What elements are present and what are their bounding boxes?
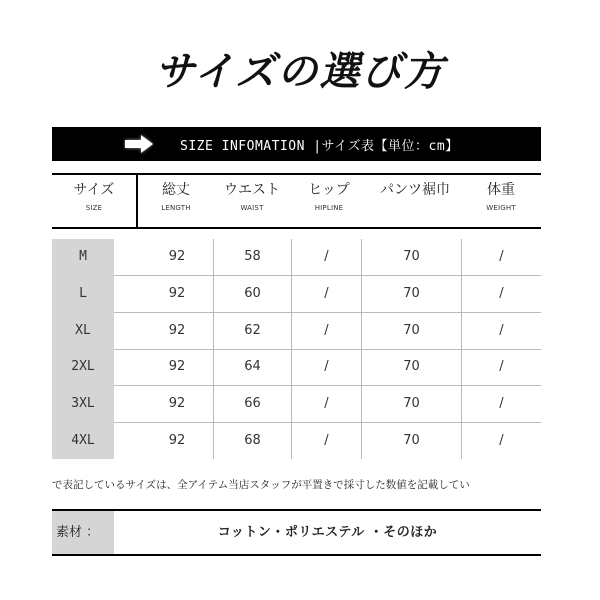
size-cell: XL	[75, 323, 91, 338]
hem-cell: 70	[403, 396, 420, 411]
banner-text: SIZE INFOMATION |サイズ表【単位：cm】	[180, 139, 459, 154]
hip-cell: /	[324, 323, 329, 338]
table-row	[52, 313, 541, 349]
waist-cell: 60	[244, 286, 261, 301]
hem-cell: 70	[403, 249, 420, 264]
weight-cell: /	[499, 359, 504, 374]
table-row	[52, 423, 541, 459]
table-row	[52, 239, 541, 275]
table-row	[52, 386, 541, 422]
size-cell: 3XL	[71, 396, 95, 411]
hem-cell: 70	[403, 359, 420, 374]
material-row	[52, 509, 541, 556]
header-size: サイズ SIZE	[73, 182, 115, 212]
size-info-banner	[52, 127, 541, 161]
length-cell: 92	[168, 323, 186, 338]
measurement-note: で表記しているサイズは、全アイテム当店スタッフが平置きで採寸した数値を記載してい	[52, 479, 470, 491]
size-cell: 2XL	[71, 359, 95, 374]
right-arrow-icon	[122, 133, 156, 155]
hem-cell: 70	[403, 286, 420, 301]
length-cell: 92	[168, 396, 186, 411]
waist-cell: 66	[244, 396, 261, 411]
table-row	[52, 349, 541, 385]
header-hipline: ヒップ HIPLINE	[308, 182, 350, 212]
weight-cell: /	[499, 323, 504, 338]
material-label: 素材 ：	[52, 511, 114, 554]
table-header	[52, 173, 541, 229]
length-cell: 92	[168, 286, 186, 301]
waist-cell: 58	[244, 249, 261, 264]
header-length: 総丈 LENGTH	[161, 182, 191, 212]
hip-cell: /	[324, 359, 329, 374]
table-row	[52, 276, 541, 312]
material-value: コットン・ポリエステル ・そのほか	[217, 525, 438, 540]
page-title: サイズの選び方	[154, 48, 446, 95]
hip-cell: /	[324, 286, 329, 301]
size-cell: M	[79, 249, 87, 264]
header-weight: 体重 WEIGHT	[486, 182, 516, 212]
hip-cell: /	[324, 249, 329, 264]
length-cell: 92	[168, 249, 186, 264]
hem-cell: 70	[403, 433, 420, 448]
hip-cell: /	[324, 433, 329, 448]
waist-cell: 62	[244, 323, 261, 338]
size-cell: 4XL	[71, 433, 95, 448]
length-cell: 92	[168, 433, 186, 448]
header-waist: ウエスト WAIST	[224, 182, 280, 212]
header-hem-width: パンツ裾巾	[380, 182, 450, 198]
length-cell: 92	[168, 359, 186, 374]
weight-cell: /	[499, 249, 504, 264]
weight-cell: /	[499, 286, 504, 301]
size-cell: L	[79, 286, 87, 301]
waist-cell: 68	[244, 433, 261, 448]
weight-cell: /	[499, 396, 504, 411]
hem-cell: 70	[403, 323, 420, 338]
waist-cell: 64	[244, 359, 261, 374]
hip-cell: /	[324, 396, 329, 411]
weight-cell: /	[499, 433, 504, 448]
